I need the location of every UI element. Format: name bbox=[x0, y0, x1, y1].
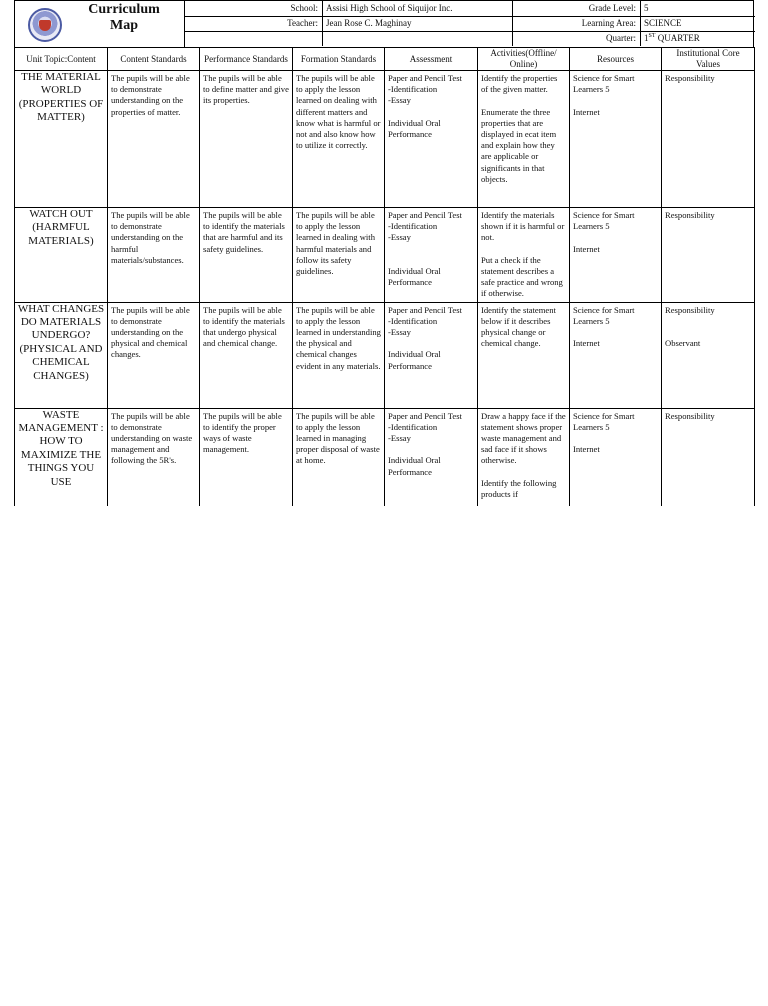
school-value: Assisi High School of Siquijor Inc. bbox=[323, 1, 513, 16]
col-header-assessment: Assessment bbox=[385, 48, 478, 71]
blank-label bbox=[185, 31, 323, 46]
core-values-cell: Responsibility bbox=[662, 208, 755, 303]
school-label: School: bbox=[185, 1, 323, 16]
col-header-topic: Unit Topic:Content bbox=[15, 48, 108, 71]
blank-value bbox=[323, 31, 513, 46]
quarter-number: 1 bbox=[644, 33, 649, 43]
table-row bbox=[15, 208, 755, 303]
topic-cell: WASTE MANAGEMENT : HOW TO MAXIMIZE THE THINGS YOU USE bbox=[15, 408, 108, 506]
resources-cell: Science for Smart Learners 5 Internet bbox=[570, 302, 662, 408]
performance-standard-cell: The pupils will be able to identify the materials that are harmful and its safety guidelines. bbox=[200, 208, 293, 303]
teacher-label: Teacher: bbox=[185, 16, 323, 31]
header-row-3 bbox=[185, 31, 755, 46]
performance-standard-cell: The pupils will be able to identify the materials that undergo physical and chemical change. bbox=[200, 302, 293, 408]
topic-cell: THE MATERIAL WORLD (PROPERTIES OF MATTER) bbox=[15, 71, 108, 208]
formation-standard-cell: The pupils will be able to apply the lesson learned on dealing with different matters and know what is harmful or not and also know how to utilize it correctly. bbox=[293, 71, 385, 208]
table-row bbox=[15, 71, 755, 208]
topic-cell: WATCH OUT (HARMFUL MATERIALS) bbox=[15, 208, 108, 303]
content-standard-cell: The pupils will be able to demonstrate understanding on the properties of matter. bbox=[108, 71, 200, 208]
logo-cell bbox=[15, 1, 185, 47]
col-header-content-standards: Content Standards bbox=[108, 48, 200, 71]
core-values-cell: Responsibility Observant bbox=[662, 302, 755, 408]
col-header-performance-standards: Performance Standards bbox=[200, 48, 293, 71]
assessment-cell: Paper and Pencil Test -Identification -Essay Individual Oral Performance bbox=[385, 408, 478, 506]
header-info bbox=[185, 1, 755, 47]
header-block bbox=[14, 0, 754, 47]
assessment-cell: Paper and Pencil Test -Identification -Essay Individual Oral Performance bbox=[385, 71, 478, 208]
formation-standard-cell: The pupils will be able to apply the lesson learned in managing proper disposal of waste at home. bbox=[293, 408, 385, 506]
resources-cell: Science for Smart Learners 5 Internet bbox=[570, 408, 662, 506]
grade-level-label: Grade Level: bbox=[513, 1, 641, 16]
table-row bbox=[15, 302, 755, 408]
header-row-2 bbox=[185, 16, 755, 32]
formation-standard-cell: The pupils will be able to apply the lesson learned in understanding the physical and chemical changes evident in any materials. bbox=[293, 302, 385, 408]
col-header-core-values: Institutional Core Values bbox=[662, 48, 755, 71]
document-title: Curriculum Map bbox=[88, 2, 160, 33]
quarter-text: QUARTER bbox=[657, 33, 700, 43]
core-values-cell: Responsibility bbox=[662, 408, 755, 506]
curriculum-table bbox=[14, 47, 755, 506]
learning-area-label: Learning Area: bbox=[513, 16, 641, 31]
content-standard-cell: The pupils will be able to demonstrate understanding on the harmful materials/substances. bbox=[108, 208, 200, 303]
quarter-label: Quarter: bbox=[513, 31, 641, 46]
activities-cell: Identify the statement below if it describes physical change or chemical change. bbox=[478, 302, 570, 408]
teacher-value: Jean Rose C. Maghinay bbox=[323, 16, 513, 31]
col-header-activities: Activities(Offline/ Online) bbox=[478, 48, 570, 71]
deped-seal-icon bbox=[28, 8, 62, 42]
performance-standard-cell: The pupils will be able to identify the proper ways of waste management. bbox=[200, 408, 293, 506]
table-row bbox=[15, 408, 755, 506]
header-row-1 bbox=[185, 1, 755, 17]
assessment-cell: Paper and Pencil Test -Identification -Essay Individual Oral Performance bbox=[385, 302, 478, 408]
activities-cell: Draw a happy face if the statement shows proper waste management and sad face if it shows otherwise. Identify the following products if bbox=[478, 408, 570, 506]
curriculum-map-page bbox=[14, 0, 754, 506]
assessment-cell: Paper and Pencil Test -Identification -Essay Individual Oral Performance bbox=[385, 208, 478, 303]
table-header-row bbox=[15, 48, 755, 71]
activities-cell: Identify the materials shown if it is harmful or not. Put a check if the statement describes a safe practice and wrong if otherwise. bbox=[478, 208, 570, 303]
resources-cell: Science for Smart Learners 5 Internet bbox=[570, 71, 662, 208]
topic-cell: WHAT CHANGES DO MATERIALS UNDERGO? (PHYSICAL AND CHEMICAL CHANGES) bbox=[15, 302, 108, 408]
grade-level-value: 5 bbox=[644, 3, 649, 13]
content-standard-cell: The pupils will be able to demonstrate understanding on the physical and chemical changes. bbox=[108, 302, 200, 408]
content-standard-cell: The pupils will be able to demonstrate understanding on waste management and following the 5R's. bbox=[108, 408, 200, 506]
formation-standard-cell: The pupils will be able to apply the lesson learned in dealing with harmful materials and follow its safety guidelines. bbox=[293, 208, 385, 303]
activities-cell: Identify the properties of the given matter. Enumerate the three properties that are displayed in ecat item and explain how they are applicable or significants in that objects. bbox=[478, 71, 570, 208]
quarter-value bbox=[641, 31, 755, 46]
col-header-formation-standards: Formation Standards bbox=[293, 48, 385, 71]
resources-cell: Science for Smart Learners 5 Internet bbox=[570, 208, 662, 303]
col-header-resources: Resources bbox=[570, 48, 662, 71]
learning-area-value: SCIENCE bbox=[644, 18, 682, 28]
performance-standard-cell: The pupils will be able to define matter and give its properties. bbox=[200, 71, 293, 208]
core-values-cell: Responsibility bbox=[662, 71, 755, 208]
quarter-suffix: ST bbox=[648, 33, 656, 39]
